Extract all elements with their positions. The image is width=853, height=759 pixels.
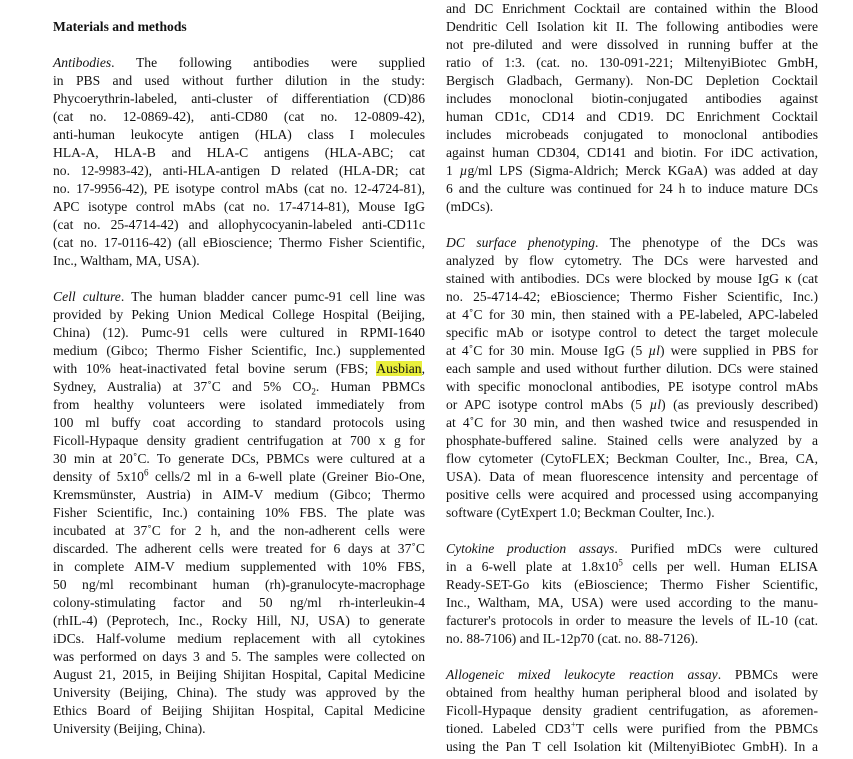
text-segment: ) (as previously described)	[661, 397, 819, 412]
text-segment: obtained from healthy human peripheral blood and isolated by	[446, 685, 818, 700]
text-segment: Ficoll-Hypaque density gradient centrifugation at 700 x g for	[53, 433, 425, 448]
text-segment: (rhIL-4) (Peprotech, Inc., Rocky Hill, NJ, USA) to generate	[53, 613, 425, 628]
text-segment: at 4˚C for 30 min. Mouse IgG (5	[446, 343, 649, 358]
section-heading: Materials and methods	[53, 19, 187, 34]
text-segment: Antibodies	[53, 55, 112, 70]
text-segment: specific mAb or isotype control to detect the target molecule	[446, 325, 818, 340]
text-segment: µl	[649, 397, 662, 412]
text-line	[446, 612, 818, 630]
text-segment: discarded. The adherent cells were treated for 6 days at 37˚C	[53, 541, 425, 556]
text-line	[53, 576, 425, 594]
text-segment: anti-human leukocyte antigen (HLA) class I molecules	[53, 127, 425, 142]
text-line	[53, 342, 425, 360]
text-segment: Ficoll-Hypaque density gradient centrifugation, as aforemen-	[446, 703, 818, 718]
text-segment: Sydney, Australia) at 37˚C and 5% CO	[53, 379, 312, 394]
text-segment: at 4˚C for 30 min, and then washed twice and resuspended in	[446, 415, 818, 430]
text-line	[446, 360, 818, 378]
text-line	[53, 252, 425, 270]
paragraph-gap	[53, 270, 425, 288]
text-line	[446, 252, 818, 270]
text-segment: (mDCs).	[446, 199, 494, 214]
text-segment: 2	[311, 386, 316, 397]
text-line	[446, 666, 818, 684]
text-segment: Inc., Waltham, MA, USA) were used according to the manu-	[446, 595, 818, 610]
text-segment: medium (Gibco; Thermo Fisher Scientific, Inc.) supplemented	[53, 343, 425, 358]
text-line	[53, 108, 425, 126]
text-segment: China) (12). Pumc-91 cells were cultured in RPMI-1640	[53, 325, 425, 340]
text-segment: no. 17-9956-42), PE isotype control mAbs (cat no. 12-4724-81),	[53, 181, 425, 196]
text-line	[446, 684, 818, 702]
text-segment: Dendritic Cell Isolation kit II. The following antibodies were	[446, 19, 818, 34]
text-segment: HLA-A, HLA-B and HLA-C antigens (HLA-ABC; cat	[53, 145, 425, 160]
text-segment: Phycoerythrin-labeled, anti-cluster of differentiation (CD)86	[53, 91, 425, 106]
text-segment: Allogeneic mixed leukocyte reaction assay	[446, 667, 718, 682]
text-line	[446, 126, 818, 144]
paragraph-gap	[53, 36, 425, 54]
text-line	[53, 144, 425, 162]
text-line	[446, 702, 818, 720]
text-line	[53, 306, 425, 324]
text-segment: tioned. Labeled CD3	[446, 721, 571, 736]
text-line	[53, 594, 425, 612]
text-segment: not pre-diluted and were dissolved in running buffer at the	[446, 37, 818, 52]
text-line	[446, 162, 818, 180]
text-segment: 5	[618, 557, 623, 568]
text-segment: µl	[648, 343, 660, 358]
text-segment: using the Pan T cell Isolation kit (MiltenyiBiotec GmbH). In a	[446, 739, 818, 754]
text-line	[446, 540, 818, 558]
text-segment: g/ml LPS (Sigma-Aldrich; Merck KGaA) was added at day	[467, 163, 818, 178]
text-line	[53, 126, 425, 144]
text-segment: density of 5x10	[53, 469, 144, 484]
text-segment: DC surface phenotyping	[446, 235, 596, 250]
text-segment: no. 25-4714-42; eBioscience; Thermo Fisher Scientific, Inc.)	[446, 289, 818, 304]
text-line	[446, 594, 818, 612]
text-line	[53, 378, 425, 396]
text-segment: positive cells were acquired and processed using accompanying	[446, 487, 818, 502]
text-line	[446, 270, 818, 288]
text-line	[53, 396, 425, 414]
text-line	[446, 486, 818, 504]
text-line	[446, 468, 818, 486]
text-segment: . Purified mDCs were cultured	[614, 541, 819, 556]
text-line	[53, 486, 425, 504]
text-line	[446, 576, 818, 594]
text-segment: cells per well. Human ELISA	[622, 559, 818, 574]
text-line	[53, 504, 425, 522]
text-segment: Inc., Waltham, MA, USA).	[53, 253, 200, 268]
text-segment: each sample and used without further dilution. DCs were stained	[446, 361, 818, 376]
text-line	[53, 288, 425, 306]
highlighted-text: Ausbian	[376, 361, 422, 376]
text-segment: provided by Peking Union Medical College Hospital (Beijing,	[53, 307, 425, 322]
text-line	[53, 54, 425, 72]
text-segment: ratio of 1:3. (cat. no. 130-091-221; MiltenyiBiotec GmbH,	[446, 55, 818, 70]
text-segment: iDCs. Half-volume medium replacement with all cytokines	[53, 631, 425, 646]
text-line	[53, 216, 425, 234]
text-line	[446, 198, 818, 216]
text-segment: cells/2 ml in a 6-well plate (Greiner Bio-One,	[148, 469, 426, 484]
text-segment: Cytokine production assays	[446, 541, 615, 556]
text-line	[446, 288, 818, 306]
text-segment: phosphate-buffered saline. Stained cells were analyzed by a	[446, 433, 818, 448]
text-line	[53, 468, 425, 486]
text-segment: stained with antibodies. DCs were blocked by mouse IgG κ (cat	[446, 271, 818, 286]
text-line	[446, 144, 818, 162]
text-line	[446, 108, 818, 126]
text-line	[53, 360, 425, 378]
text-segment: in complete AIM-V medium supplemented with 10% FBS,	[53, 559, 425, 574]
text-segment: from healthy volunteers were isolated immediately from	[53, 397, 425, 412]
text-segment: Cell culture	[53, 289, 121, 304]
text-segment: ,	[421, 361, 425, 376]
text-segment: in a 6-well plate at 1.8x10	[446, 559, 619, 574]
text-line	[53, 720, 425, 738]
text-segment: . The human bladder cancer pumc-91 cell line was	[120, 289, 425, 304]
text-line	[446, 450, 818, 468]
text-line	[53, 648, 425, 666]
right-column	[446, 0, 818, 756]
text-line	[53, 324, 425, 342]
text-segment: 100 ml buffy coat according to standard protocols using	[53, 415, 425, 430]
text-segment: (cat no. 17-0116-42) (all eBioscience; Thermo Fisher Scientific,	[53, 235, 425, 250]
text-line	[446, 558, 818, 576]
text-segment: incubated at 37˚C for 2 h, and the non-adherent cells were	[53, 523, 425, 538]
text-segment: . Human PBMCs	[315, 379, 425, 394]
text-line	[53, 702, 425, 720]
text-line	[53, 522, 425, 540]
text-line	[446, 342, 818, 360]
text-segment: 6	[143, 467, 149, 478]
text-line	[53, 684, 425, 702]
text-segment: Fisher Scientific, Inc.) containing 10% FBS. The plate was	[53, 505, 425, 520]
text-line	[446, 630, 818, 648]
text-segment: flow cytometer (CytoFLEX; Beckman Coulter, Inc., Brea, CA,	[446, 451, 818, 466]
text-line	[53, 180, 425, 198]
text-line	[53, 162, 425, 180]
text-segment: with specific monoclonal antibodies, PE isotype control mAbs	[446, 379, 818, 394]
text-segment: +	[570, 719, 576, 730]
text-line	[53, 432, 425, 450]
text-line	[53, 666, 425, 684]
text-line	[446, 306, 818, 324]
text-segment: was performed on days 3 and 5. The samples were collected on	[53, 649, 425, 664]
text-line	[53, 630, 425, 648]
text-segment: (cat no. 25-4714-42) and allophycocyanin-labeled anti-CD11c	[53, 217, 425, 232]
text-line	[53, 414, 425, 432]
text-segment: APC isotype control mAbs (cat no. 17-4714-81), Mouse IgG	[53, 199, 425, 214]
text-segment: no. 88-7106) and IL-12p70 (cat. no. 88-7126).	[446, 631, 699, 646]
text-line	[446, 180, 818, 198]
text-segment: software (CytExpert 1.0; Beckman Coulter, Inc.).	[446, 505, 715, 520]
text-segment: 1	[446, 163, 460, 178]
text-segment: Kremsmünster, Austria) in AIM-V medium (Gibco; Thermo	[53, 487, 425, 502]
text-line	[446, 234, 818, 252]
text-line	[53, 558, 425, 576]
text-segment: 30 min at 20˚C. To generate DCs, PBMCs were cultured at a	[53, 451, 425, 466]
text-segment: in PBS and used without further dilution in the study:	[53, 73, 425, 88]
text-line	[53, 234, 425, 252]
text-segment: USA). Data of mean fluorescence intensity and percentage of	[446, 469, 818, 484]
text-line	[53, 198, 425, 216]
text-segment: includes microbeads conjugated to monoclonal antibodies	[446, 127, 818, 142]
text-segment: Bergisch Gladbach, Germany). Non-DC Depletion Cocktail	[446, 73, 818, 88]
text-segment: Ready-SET-Go kits (eBioscience; Thermo Fisher Scientific,	[446, 577, 818, 592]
text-line	[446, 738, 818, 756]
text-line	[446, 720, 818, 738]
text-line	[446, 324, 818, 342]
text-segment: Ethics Board of Beijing Shijitan Hospital, Capital Medicine	[53, 703, 425, 718]
paragraph-gap	[446, 522, 818, 540]
text-line	[53, 612, 425, 630]
text-line	[446, 432, 818, 450]
text-line	[53, 90, 425, 108]
text-segment: (cat no. 12-0869-42), anti-CD80 (cat no. 12-0809-42),	[53, 109, 425, 124]
text-line	[446, 504, 818, 522]
left-column	[53, 0, 425, 738]
paragraph-gap	[446, 648, 818, 666]
text-line	[53, 540, 425, 558]
paragraph-gap	[446, 216, 818, 234]
paragraph-gap	[53, 0, 425, 18]
text-segment: 6 and the culture was continued for 24 h to induce mature DCs	[446, 181, 818, 196]
text-line	[446, 90, 818, 108]
text-segment: no. 12-9983-42), anti-HLA-antigen D related (HLA-DR; cat	[53, 163, 425, 178]
text-line	[446, 396, 818, 414]
text-segment: µ	[459, 163, 468, 178]
text-segment: ) were supplied in PBS for	[659, 343, 818, 358]
text-line	[446, 72, 818, 90]
text-line	[446, 18, 818, 36]
text-segment: colony-stimulating factor and 50 ng/ml rh-interleukin-4	[53, 595, 425, 610]
text-segment: against human CD304, CD141 and biotin. For iDC activation,	[446, 145, 818, 160]
text-line	[53, 450, 425, 468]
text-line	[446, 54, 818, 72]
text-segment: with 10% heat-inactivated fetal bovine serum (FBS;	[53, 361, 377, 376]
text-segment: . PBMCs were	[717, 667, 819, 682]
text-segment: T cells were purified from the PBMCs	[575, 721, 818, 736]
text-line	[446, 378, 818, 396]
text-segment: at 4˚C for 30 min, then stained with a PE-labeled, APC-labeled	[446, 307, 818, 322]
text-segment: August 21, 2015, in Beijing Shijitan Hospital, Capital Medicine	[53, 667, 425, 682]
text-segment: University (Beijing, China).	[53, 721, 206, 736]
text-segment: human CD1c, CD14 and CD19. DC Enrichment Cocktail	[446, 109, 818, 124]
text-segment: or APC isotype control mAbs (5	[446, 397, 650, 412]
text-line	[53, 72, 425, 90]
text-segment: 50 ng/ml recombinant human (rh)-granulocyte-macrophage	[53, 577, 425, 592]
text-segment: includes monoclonal biotin-conjugated antibodies against	[446, 91, 818, 106]
text-segment: facturer's protocols in order to measure the levels of IL-10 (cat.	[446, 613, 818, 628]
text-line	[446, 0, 818, 18]
text-line	[446, 36, 818, 54]
text-segment: analyzed by flow cytometry. The DCs were harvested and	[446, 253, 818, 268]
text-line	[446, 414, 818, 432]
text-segment: University (Beijing, China). The study was approved by the	[53, 685, 425, 700]
text-segment: . The phenotype of the DCs was	[595, 235, 818, 250]
text-segment: and DC Enrichment Cocktail are contained within the Blood	[446, 1, 818, 16]
text-segment: . The following antibodies were supplied	[111, 55, 425, 70]
